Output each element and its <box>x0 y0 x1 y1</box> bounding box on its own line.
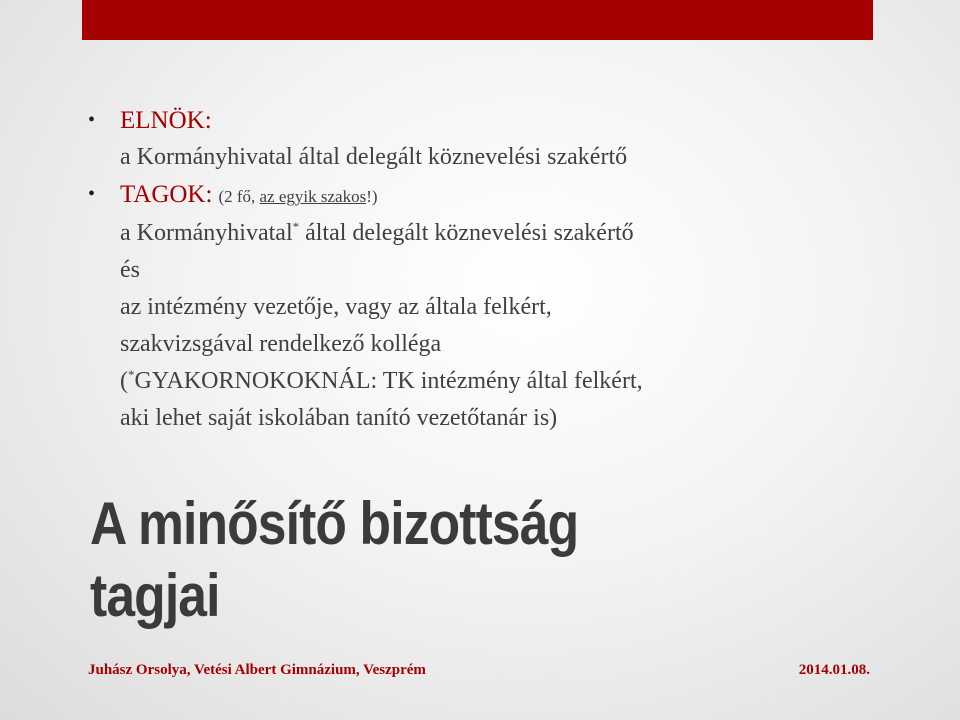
elnok-heading: ELNÖK: <box>120 107 212 134</box>
top-accent-bar <box>82 0 873 40</box>
slide-content <box>88 102 908 437</box>
tagok-line-6: aki lehet saját iskolában tanító vezetőtanár is) <box>120 405 558 431</box>
bullet-dot-icon: • <box>88 183 96 205</box>
tagok-line-5-a: ( <box>120 368 128 394</box>
footer-author: Juhász Orsolya, Vetési Albert Gimnázium, Veszprém <box>88 662 426 678</box>
tagok-line-3: az intézmény vezetője, vagy az általa felkért, <box>120 294 552 320</box>
tagok-line-5 <box>120 363 908 400</box>
elnok-text: a Kormányhivatal által delegált köznevelési szakértő <box>120 144 628 170</box>
tagok-line-1-b: által delegált köznevelési szakértő <box>299 220 634 246</box>
tagok-line-4: szakvizsgával rendelkező kolléga <box>120 331 442 357</box>
tagok-note-suffix: !) <box>366 187 378 206</box>
tagok-heading-line <box>120 176 908 215</box>
tagok-heading: TAGOK: <box>120 181 213 208</box>
tagok-note-prefix: (2 fő, <box>218 187 260 206</box>
bullet-elnok <box>88 102 908 176</box>
slide-title <box>90 488 778 632</box>
asterisk-mark: * <box>128 367 135 382</box>
bullet-tagok <box>88 176 908 437</box>
tagok-note <box>218 187 377 206</box>
tagok-line-1-a: a Kormányhivatal <box>120 220 293 246</box>
slide-title-line-1: A minősítő bizottság <box>90 490 579 557</box>
slide-title-line-2: tagjai <box>90 562 220 629</box>
tagok-line-5-b: GYAKORNOKOKNÁL: TK intézmény által felkért, <box>134 368 643 394</box>
bullet-dot-icon: • <box>88 109 96 131</box>
footer-date: 2014.01.08. <box>798 662 870 678</box>
tagok-note-link[interactable]: az egyik szakos <box>259 187 367 206</box>
tagok-line-1 <box>120 215 908 252</box>
tagok-line-2: és <box>120 257 140 283</box>
asterisk-mark: * <box>292 219 300 234</box>
